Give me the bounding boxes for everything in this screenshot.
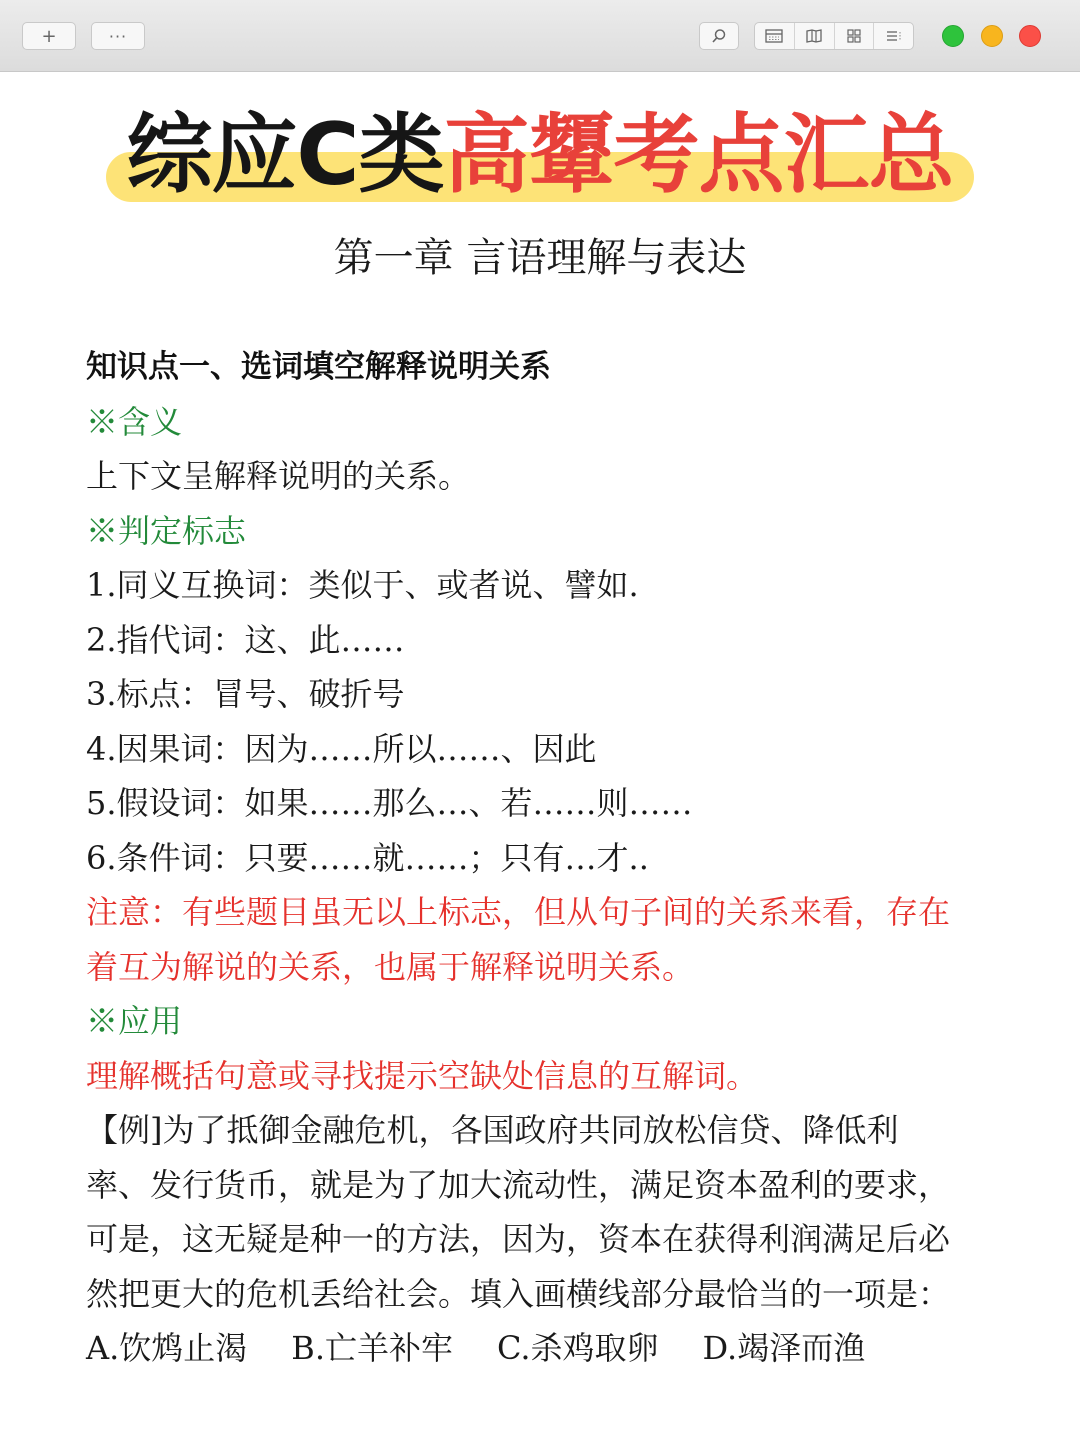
marker-item: 5.假设词：如果……那么…、若……则……: [86, 784, 693, 822]
note-line: 注意：有些题目虽无以上标志，但从句子间的关系来看，存在: [86, 893, 951, 931]
chapter-subtitle: 第一章 言语理解与表达: [333, 235, 747, 281]
option-d: D.竭泽而渔: [702, 1329, 866, 1367]
marker-item: 1.同义互换词：类似于、或者说、譬如.: [86, 566, 639, 604]
title-black-part: 综应C类: [126, 105, 444, 205]
marker-item: 3.标点：冒号、破折号: [86, 675, 405, 713]
minimize-button[interactable]: [981, 25, 1003, 47]
example-line: 【例]为了抵御金融危机，各国政府共同放松信贷、降低利: [86, 1111, 899, 1149]
view-mode-group: [754, 22, 914, 50]
title-red-part: 高顰考点汇总: [443, 105, 954, 205]
section-heading: 知识点一、选词填空解释说明关系: [86, 349, 551, 385]
list-icon: [885, 28, 903, 44]
close-button[interactable]: [1019, 25, 1041, 47]
calendar-icon: [765, 28, 783, 44]
application-label: ※应用: [86, 1002, 183, 1040]
marker-item: 4.因果词：因为……所以……、因此: [86, 729, 597, 768]
maximize-button[interactable]: [942, 25, 964, 47]
example-line: 率、发行货币，就是为了加大流动性，满足资本盈利的要求，: [86, 1165, 951, 1204]
markers-label: ※判定标志: [86, 511, 247, 550]
window-titlebar: [0, 0, 1080, 72]
view-list-button[interactable]: [874, 23, 913, 49]
search-button[interactable]: [699, 22, 739, 50]
example-line: 可是，这无疑是种一的方法，因为，资本在获得利润满足后必: [86, 1220, 951, 1258]
grid-icon: [846, 28, 862, 44]
answer-options: [86, 1321, 1006, 1376]
new-tab-button[interactable]: +: [22, 22, 76, 50]
page-title: [0, 100, 1080, 210]
page-header: [0, 100, 1080, 210]
option-a: A.饮鸩止渴: [86, 1329, 248, 1367]
meaning-label: ※含义: [86, 402, 183, 441]
application-text: 理解概括句意或寻找提示空缺处信息的互解词。: [86, 1056, 759, 1095]
example-line: 然把更大的危机丢给社会。填入画横线部分最恰当的一项是：: [86, 1274, 951, 1313]
view-book-button[interactable]: [795, 23, 835, 49]
view-grid-button[interactable]: [835, 23, 875, 49]
meaning-text: 上下文呈解释说明的关系。: [86, 457, 471, 495]
view-calendar-button[interactable]: [755, 23, 795, 49]
note-line: 着互为解说的关系，也属于解释说明关系。: [86, 947, 695, 986]
marker-item: 2.指代词：这、此……: [86, 620, 405, 659]
more-button[interactable]: ···: [91, 22, 145, 50]
book-icon: [805, 28, 823, 44]
option-b: B.亡羊补牢: [291, 1329, 453, 1367]
option-c: C.杀鸡取卵: [497, 1329, 659, 1367]
document-content: [86, 340, 1006, 1376]
marker-item: 6.条件词：只要……就……；只有…才..: [86, 838, 649, 877]
search-icon: [711, 28, 727, 44]
